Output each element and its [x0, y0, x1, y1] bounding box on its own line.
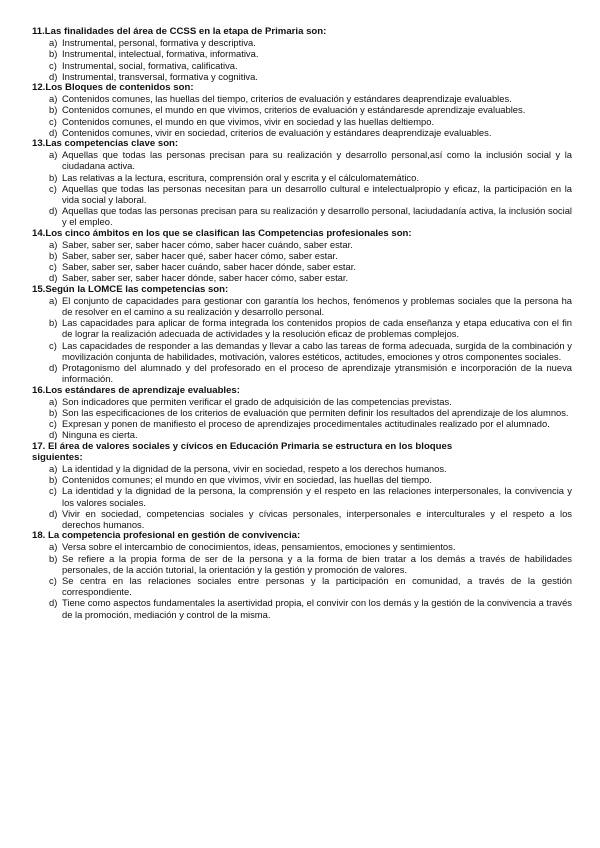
- option-c: c) Las capacidades de responder a las demandas y llevar a cabo las tareas de forma adecuada, surgida de la combinación y movilización conjunta de habilidades, motivación, valores estéticos, actitudes, emociones y otros componentes sociales.: [49, 339, 572, 362]
- question-title: 13.Las competencias clave son:: [32, 138, 179, 150]
- question-17: [32, 441, 572, 531]
- option-d: d) Aquellas que todas las personas precisan para su realización y desarrollo personal, laciudadanía activa, la inclusión social y el empleo.: [49, 205, 572, 228]
- question-18: [32, 530, 572, 620]
- option-a: a) La identidad y la dignidad de la persona, vivir en sociedad, respeto a los derechos humanos.: [49, 462, 447, 474]
- option-a: a) Instrumental, personal, formativa y descriptiva.: [49, 37, 256, 49]
- question-11: [32, 26, 572, 82]
- option-d: d) Instrumental, transversal, formativa y cognitiva.: [49, 70, 258, 82]
- option-b: b) Se refiere a la propia forma de ser de la persona y a la forma de bien tratar a los demás a través de habilidades personales, de la acción tutorial, la orientación y la gestión y promoción de valores.: [49, 552, 572, 575]
- option-d: d) Protagonismo del alumnado y del profesorado en el proceso de aprendizaje ytransmisión e incorporación de la nueva información.: [49, 362, 572, 385]
- option-b: b) Contenidos comunes, el mundo en que vivimos, criterios de evaluación y estándaresde aprendizaje evaluables.: [49, 104, 526, 116]
- question-title: 18. La competencia profesional en gestión de convivencia:: [32, 530, 301, 542]
- option-c: c) La identidad y la dignidad de la persona, la comprensión y el respeto en las relaciones interpersonales, la convivencia y los valores sociales.: [49, 485, 572, 508]
- exam-page: [32, 26, 572, 620]
- option-c: c) Aquellas que todas las personas necesitan para un desarrollo cultural e intelectualpropio y eficaz, la participación en la vida social y laboral.: [49, 182, 572, 206]
- option-d: d) Vivir en sociedad, competencias sociales y cívicas personales, interpersonales e interculturales y el respeto a los derechos humanos.: [49, 507, 572, 530]
- option-a: a) Versa sobre el intercambio de conocimientos, ideas, pensamientos, emociones y sentimientos.: [49, 541, 456, 553]
- option-b: b) Saber, saber ser, saber hacer qué, saber hacer cómo, saber estar.: [49, 250, 338, 262]
- option-list: [32, 463, 572, 530]
- option-a: a) Son indicadores que permiten verificar el grado de adquisición de las competencias previstas.: [49, 395, 452, 407]
- option-d: d) Saber, saber ser, saber hacer dónde, saber hacer cómo, saber estar.: [49, 272, 349, 284]
- option-d: d) Ninguna es cierta.: [49, 429, 138, 441]
- option-list: [32, 239, 572, 284]
- option-list: [32, 93, 572, 138]
- question-title: 16.Los estándares de aprendizaje evaluables:: [32, 384, 240, 396]
- option-c: c) Instrumental, social, formativa, calificativa.: [49, 59, 238, 71]
- option-list: [32, 295, 572, 385]
- option-list: [32, 396, 572, 441]
- question-title: 14.Los cinco ámbitos en los que se clasifican las Competencias profesionales son:: [32, 227, 412, 239]
- option-d: d) Tiene como aspectos fundamentales la asertividad propia, el convivir con los demás y la gestión de la convivencia a través de la promoción, mediación y control de la misma.: [49, 597, 572, 620]
- question-title: 15.Según la LOMCE las competencias son:: [32, 283, 229, 295]
- question-title: 12.Los Bloques de contenidos son:: [32, 82, 194, 94]
- option-list: [32, 37, 572, 82]
- option-a: a) El conjunto de capacidades para gestionar con garantía los hechos, fenómenos y problemas sociales que la persona ha de resolver en el camino a su realización y desarrollo personal.: [49, 294, 572, 318]
- option-b: b) Las capacidades para aplicar de forma integrada los contenidos propios de cada enseñanza y etapa educativa con el fin de lograr la realización adecuada de actividades y la resolución eficaz de problemas complejos.: [49, 317, 572, 340]
- question-16: [32, 385, 572, 441]
- option-a: a) Saber, saber ser, saber hacer cómo, saber hacer cuándo, saber estar.: [49, 238, 353, 250]
- question-title: 11.Las finalidades del área de CCSS en la etapa de Primaria son:: [32, 26, 327, 37]
- option-b: b) Contenidos comunes; el mundo en que vivimos, vivir en sociedad, las huellas del tiempo.: [49, 474, 432, 486]
- option-b: b) Las relativas a la lectura, escritura, comprensión oral y escrita y el cálculomatemático.: [49, 171, 419, 183]
- option-b: b) Son las especificaciones de los criterios de evaluación que permiten definir los resultados del aprendizaje de los alumnos.: [49, 406, 569, 418]
- question-title: 17. El área de valores sociales y cívicos en Educación Primaria se estructura en los bloques siguientes:: [32, 440, 453, 463]
- question-12: [32, 82, 572, 138]
- question-13: [32, 138, 572, 228]
- option-list: [32, 149, 572, 227]
- question-14: [32, 228, 572, 284]
- option-d: d) Contenidos comunes, vivir en sociedad, criterios de evaluación y estándares deaprendizaje evaluables.: [49, 126, 492, 138]
- option-c: c) Se centra en las relaciones sociales entre personas y la participación en comunidad, a través de la gestión correspondiente.: [49, 574, 572, 598]
- option-c: c) Contenidos comunes, el mundo en que vivimos, vivir en sociedad y las huellas deltiempo.: [49, 115, 435, 127]
- option-c: c) Saber, saber ser, saber hacer cuándo, saber hacer dónde, saber estar.: [49, 261, 356, 273]
- option-a: a) Aquellas que todas las personas precisan para su realización y desarrollo personal,así como la inclusión social y la ciudadana activa.: [49, 149, 572, 172]
- question-15: [32, 284, 572, 385]
- option-a: a) Contenidos comunes, las huellas del tiempo, criterios de evaluación y estándares deaprendizaje evaluables.: [49, 93, 512, 105]
- option-list: [32, 541, 572, 619]
- option-c: c) Expresan y ponen de manifiesto el proceso de aprendizajes procedimentales actitudinales realizado por el alumnado.: [49, 418, 550, 430]
- option-b: b) Instrumental, intelectual, formativa, informativa.: [49, 48, 259, 60]
